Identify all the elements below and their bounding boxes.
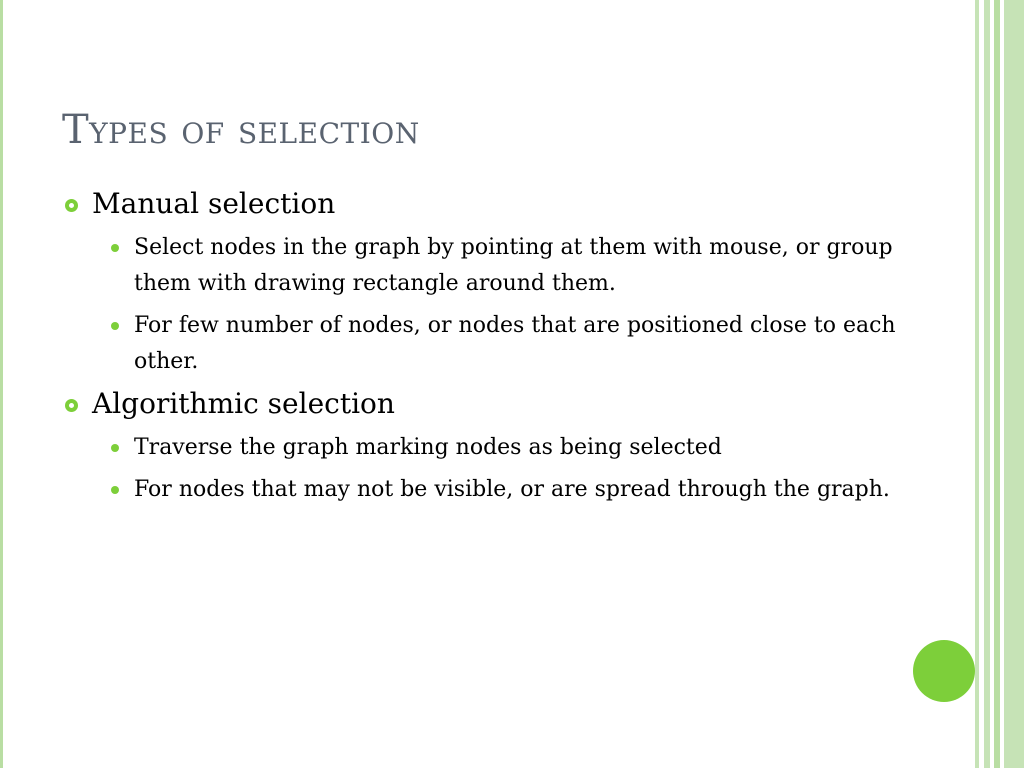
sub-bullet-item (104, 308, 922, 380)
dot-bullet-icon (111, 486, 119, 494)
sub-bullet-text: Select nodes in the graph by pointing at them with mouse, or group them with drawing rectangle around them. (134, 235, 893, 296)
sub-bullet-text: For nodes that may not be visible, or are spread through the graph. (134, 477, 890, 502)
left-border-stripe (0, 0, 3, 768)
sub-bullet-text: For few number of nodes, or nodes that are positioned close to each other. (134, 313, 896, 374)
bullet-heading: Algorithmic selection (92, 387, 395, 420)
ring-bullet-icon (65, 199, 78, 212)
slide-title: Types of selection (62, 107, 420, 153)
sub-bullet-item (104, 430, 922, 466)
bullet-manual-selection (62, 186, 922, 222)
slide-body (62, 186, 922, 514)
sub-bullet-text: Traverse the graph marking nodes as being selected (134, 435, 722, 460)
bullet-heading: Manual selection (92, 187, 336, 220)
dot-bullet-icon (111, 322, 119, 330)
bullet-algorithmic-selection (62, 386, 922, 422)
sub-bullet-list (104, 430, 922, 508)
sub-bullet-list (104, 230, 922, 380)
right-border-stripe (1004, 0, 1024, 768)
dot-bullet-icon (111, 444, 119, 452)
sub-bullet-item (104, 230, 922, 302)
green-circle-decoration-icon (913, 640, 975, 702)
dot-bullet-icon (111, 244, 119, 252)
sub-bullet-item (104, 472, 922, 508)
ring-bullet-icon (65, 399, 78, 412)
